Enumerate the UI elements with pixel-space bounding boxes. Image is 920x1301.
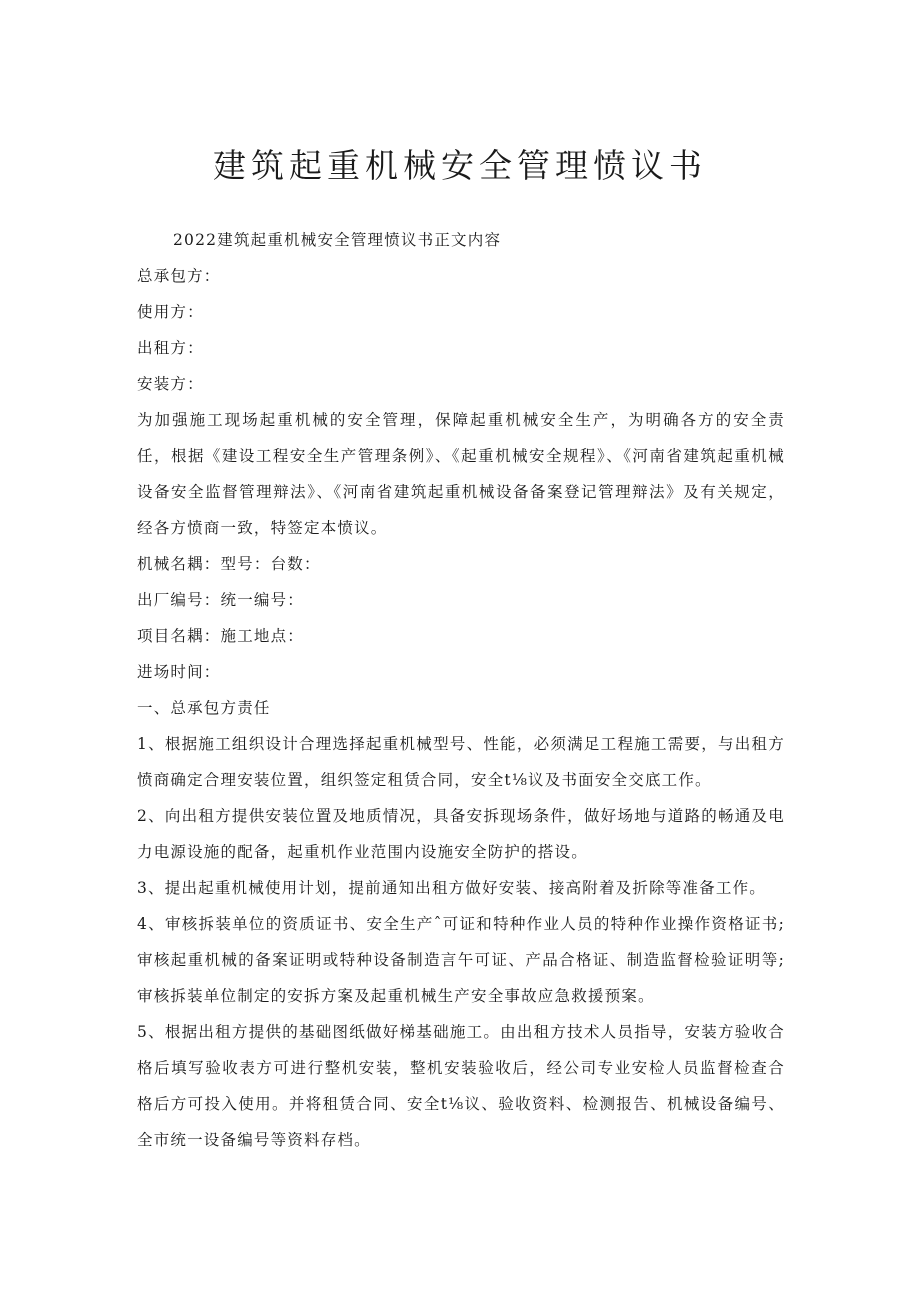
field-project-name: 项目名耦：施工地点： — [137, 627, 305, 645]
document-body — [137, 222, 785, 1158]
clause-2: 2、向出租方提供安装位置及地质情况，具备安拆现场条件，做好场地与道路的畅通及电力电源设施的配备，起重机作业范围内设施安全防护的搭设。 — [137, 807, 785, 861]
document-subtitle: 2022建筑起重机械安全管理愤议书正文内容 — [173, 231, 502, 249]
party-user: 使用方： — [137, 303, 204, 321]
party-general-contractor: 总承包方： — [137, 267, 221, 285]
document-title: 建筑起重机械安全管理愤议书 — [213, 146, 707, 185]
section-heading: 一、总承包方责任 — [137, 699, 271, 717]
party-lessor: 出租方： — [137, 339, 204, 357]
field-entry-time: 进场时间： — [137, 663, 221, 681]
party-installer: 安装方： — [137, 375, 204, 393]
field-machine-name: 机械名耦：型号：台数： — [137, 555, 321, 573]
clause-4: 4、审核拆装单位的资质证书、安全生产ˆ可证和特种作业人员的特种作业操作资格证书;审核起重机械的备案证明或特种设备制造言午可证、产品合格证、制造监督检验证明等;审核拆装单位制定的安拆方案及起重机械生产安全事故应急救援预案。 — [137, 915, 785, 1005]
clause-3: 3、提出起重机械使用计划，提前通知出租方做好安装、接高附着及折除等准备工作。 — [137, 879, 766, 897]
field-factory-number: 出厂编号：统一编号： — [137, 591, 305, 609]
clause-1: 1、根据施工组织设计合理选择起重机械型号、性能，必须满足工程施工需要，与出租方愤商确定合理安装位置，组织签定租赁合同，安全t⅛议及书面安全交底工作。 — [137, 735, 785, 789]
clause-5: 5、根据出租方提供的基础图纸做好梯基础施工。由出租方技术人员指导，安装方验收合格后填写验收表方可进行整机安装，整机安装验收后，经公司专业安检人员监督检查合格后方可投入使用。并将租赁合同、安全t⅛议、验收资料、检测报告、机械设备编号、全市统一设备编号等资料存档。 — [137, 1023, 785, 1149]
intro-paragraph: 为加强施工现场起重机械的安全管理，保障起重机械安全生产，为明确各方的安全责任，根据《建设工程安全生产管理条例》、《起重机械安全规程》、《河南省建筑起重机械设备安全监督管理辩法》、《河南省建筑起重机械设备备案登记管理辩法》及有关规定，经各方愤商一致，特签定本愤议。 — [137, 411, 785, 537]
